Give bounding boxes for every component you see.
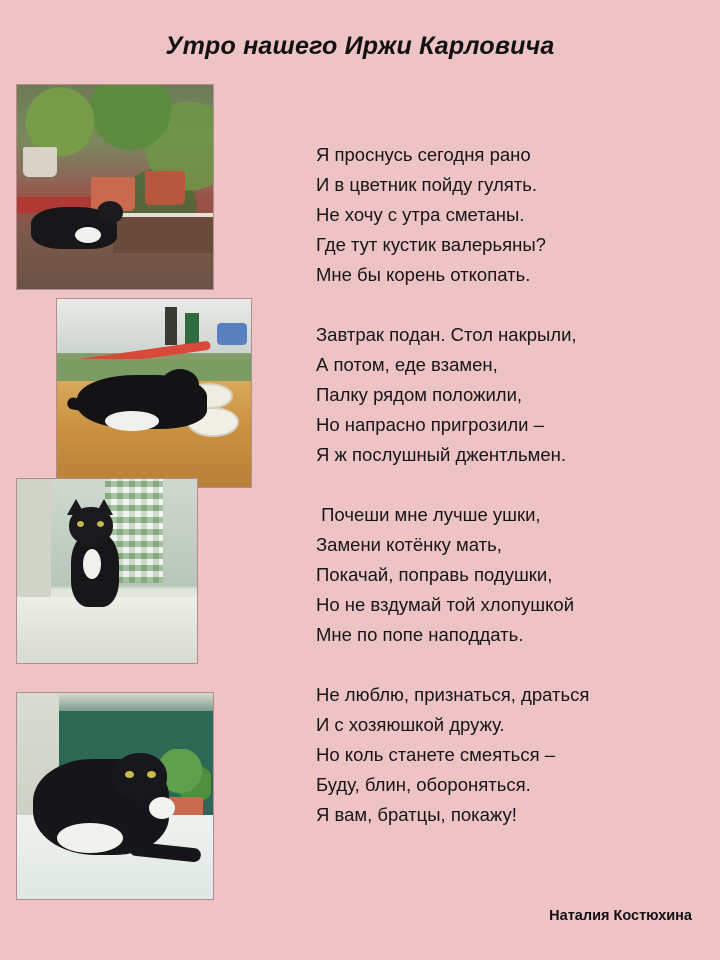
photo-1-cat-bib	[75, 227, 101, 243]
poem-line: А потом, еде взамен,	[316, 354, 498, 375]
poem-line: Но коль станете смеяться –	[316, 744, 556, 765]
photo-3-kitten-bib	[83, 549, 101, 579]
page-title: Утро нашего Иржи Карловича	[165, 32, 555, 60]
photo-4-scene	[17, 693, 213, 899]
poem-line: Но не вздумай той хлопушкой	[316, 594, 575, 615]
photo-1-soil-tray	[113, 213, 213, 253]
photo-4-cat-belly	[57, 823, 123, 853]
poem-line: Но напрасно пригрозили –	[316, 414, 544, 435]
photo-4-cat-eye-left	[125, 771, 134, 778]
photo-4-cat-eye-right	[147, 771, 156, 778]
photo-cat-on-blanket	[16, 692, 214, 900]
photo-3-windowsill	[17, 597, 198, 664]
photo-2-bottle-dark	[165, 307, 177, 345]
poem-line: И в цветник пойду гулять.	[316, 174, 538, 195]
poem-line: Не хочу с утра сметаны.	[316, 204, 525, 225]
photo-4-cat-paw	[149, 797, 175, 819]
poem-line: Почеши мне лучше ушки,	[316, 504, 541, 525]
poem-line: Не люблю, признаться, драться	[316, 684, 590, 705]
poem-line: Мне бы корень откопать.	[316, 264, 531, 285]
photo-2-cat-head	[161, 369, 199, 401]
poem-stanza	[316, 680, 708, 830]
poem-line: Я ж послушный джентльмен.	[316, 444, 566, 465]
photo-1-scene	[17, 85, 213, 289]
photo-3-kitten-eye-right	[97, 521, 104, 527]
poem-line: Я проснусь сегодня рано	[316, 144, 531, 165]
photo-3-kitten-eye-left	[77, 521, 84, 527]
poem-line: Завтрак подан. Стол накрыли,	[316, 324, 577, 345]
photo-cat-with-bowls	[56, 298, 252, 488]
poem-line: Покачай, поправь подушки,	[316, 564, 553, 585]
photo-2-cat-belly	[105, 411, 159, 431]
poem-line: И с хозяюшкой дружу.	[316, 714, 505, 735]
photo-2-blue-object	[217, 323, 247, 345]
poem-line: Буду, блин, обороняться.	[316, 774, 531, 795]
poem-stanza	[316, 500, 708, 650]
photo-1-cat-head	[97, 201, 123, 223]
photo-2-bottle-green	[185, 313, 199, 345]
poem-line: Палку рядом положили,	[316, 384, 523, 405]
poem-line: Я вам, братцы, покажу!	[316, 804, 517, 825]
poem-line: Где тут кустик валерьяны?	[316, 234, 546, 255]
photo-4-cat-head	[113, 753, 167, 801]
photo-kitten-on-windowsill	[16, 478, 198, 664]
photo-2-scene	[57, 299, 251, 487]
photo-3-kitten-head	[69, 507, 113, 545]
photo-cat-in-flowerbed	[16, 84, 214, 290]
photo-3-scene	[17, 479, 197, 663]
poem-line: Мне по попе наподдать.	[316, 624, 524, 645]
photo-1-pot-left	[23, 147, 57, 177]
poem-stanza	[316, 320, 708, 470]
photo-1-pot-right	[145, 171, 185, 205]
poem-text	[316, 140, 708, 830]
poem-stanza	[316, 140, 708, 290]
author-credit: Наталия Костюхина	[549, 908, 692, 924]
poem-line: Замени котёнку мать,	[316, 534, 502, 555]
